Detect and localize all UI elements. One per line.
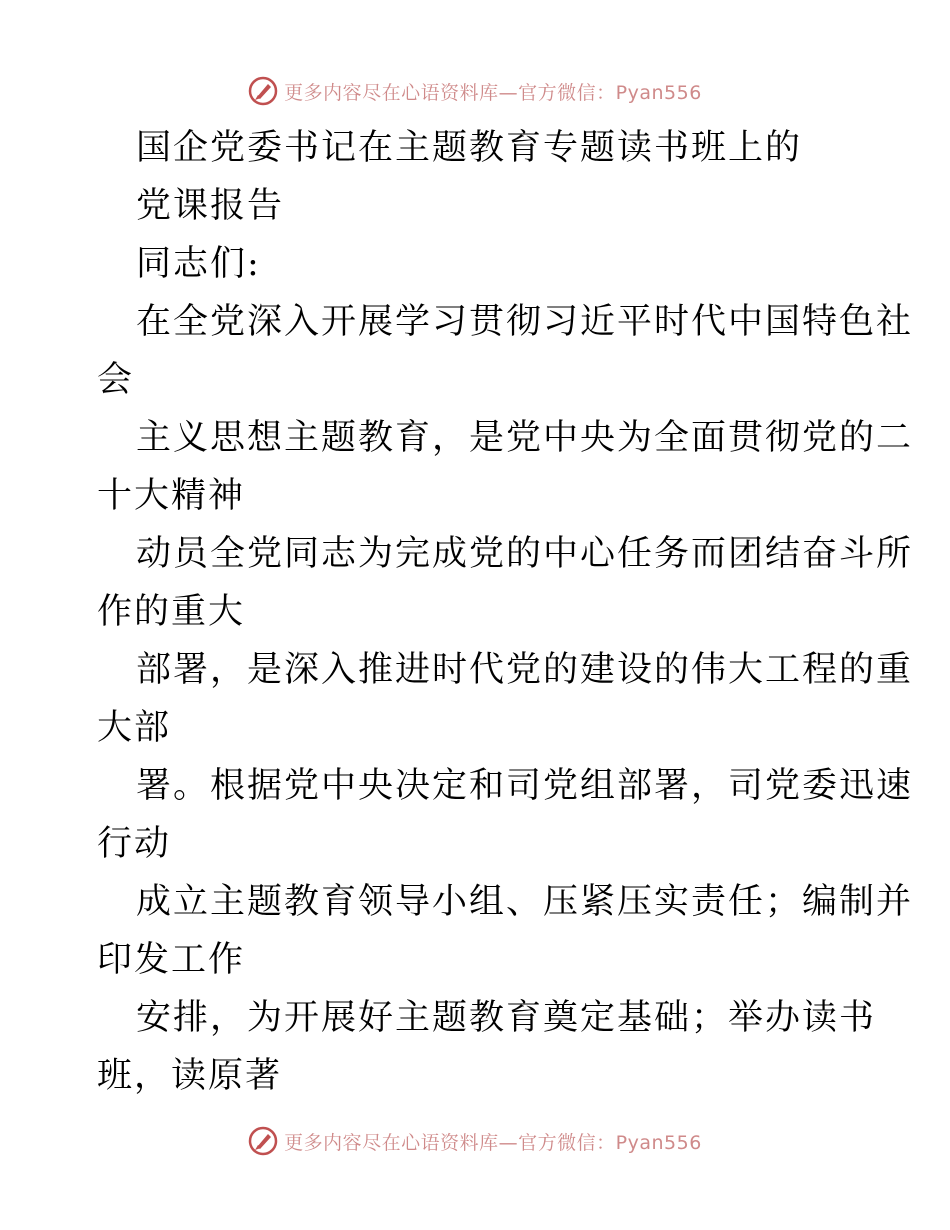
watermark-footer: [0, 1121, 950, 1161]
paragraph-line: 印发工作: [97, 940, 246, 980]
paragraph-line: 在全党深入开展学习贯彻习近平时代中国特色社: [136, 302, 914, 342]
quill-logo-icon: [248, 1126, 278, 1156]
paragraph-line: 十大精神: [97, 476, 246, 516]
salutation: 同志们:: [136, 244, 261, 284]
paragraph-line: 动员全党同志为完成党的中心任务而团结奋斗所: [136, 534, 914, 574]
quill-logo-icon: [248, 76, 278, 106]
paragraph-line: 大部: [97, 708, 172, 748]
paragraph-line: 作的重大: [97, 592, 246, 632]
title-line-2: 党课报告: [136, 186, 285, 226]
watermark-header: [0, 71, 950, 111]
paragraph-line: 署。根据党中央决定和司党组部署，司党委迅速: [136, 766, 914, 806]
paragraph-line: 成立主题教育领导小组、压紧压实责任；编制并: [136, 882, 914, 922]
watermark-text: 更多内容尽在心语资料库—官方微信：Pyan556: [284, 81, 702, 104]
title-line-1: 国企党委书记在主题教育专题读书班上的: [136, 128, 803, 168]
watermark-text: 更多内容尽在心语资料库—官方微信：Pyan556: [284, 1131, 702, 1154]
paragraph-line: 行动: [97, 824, 172, 864]
paragraph-line: 会: [97, 360, 135, 400]
paragraph-line: 主义思想主题教育，是党中央为全面贯彻党的二: [136, 418, 914, 458]
paragraph-line: 安排，为开展好主题教育奠定基础；举办读书: [136, 998, 877, 1038]
paragraph-line: 班，读原著: [97, 1056, 283, 1096]
paragraph-line: 部署，是深入推进时代党的建设的伟大工程的重: [136, 650, 914, 690]
